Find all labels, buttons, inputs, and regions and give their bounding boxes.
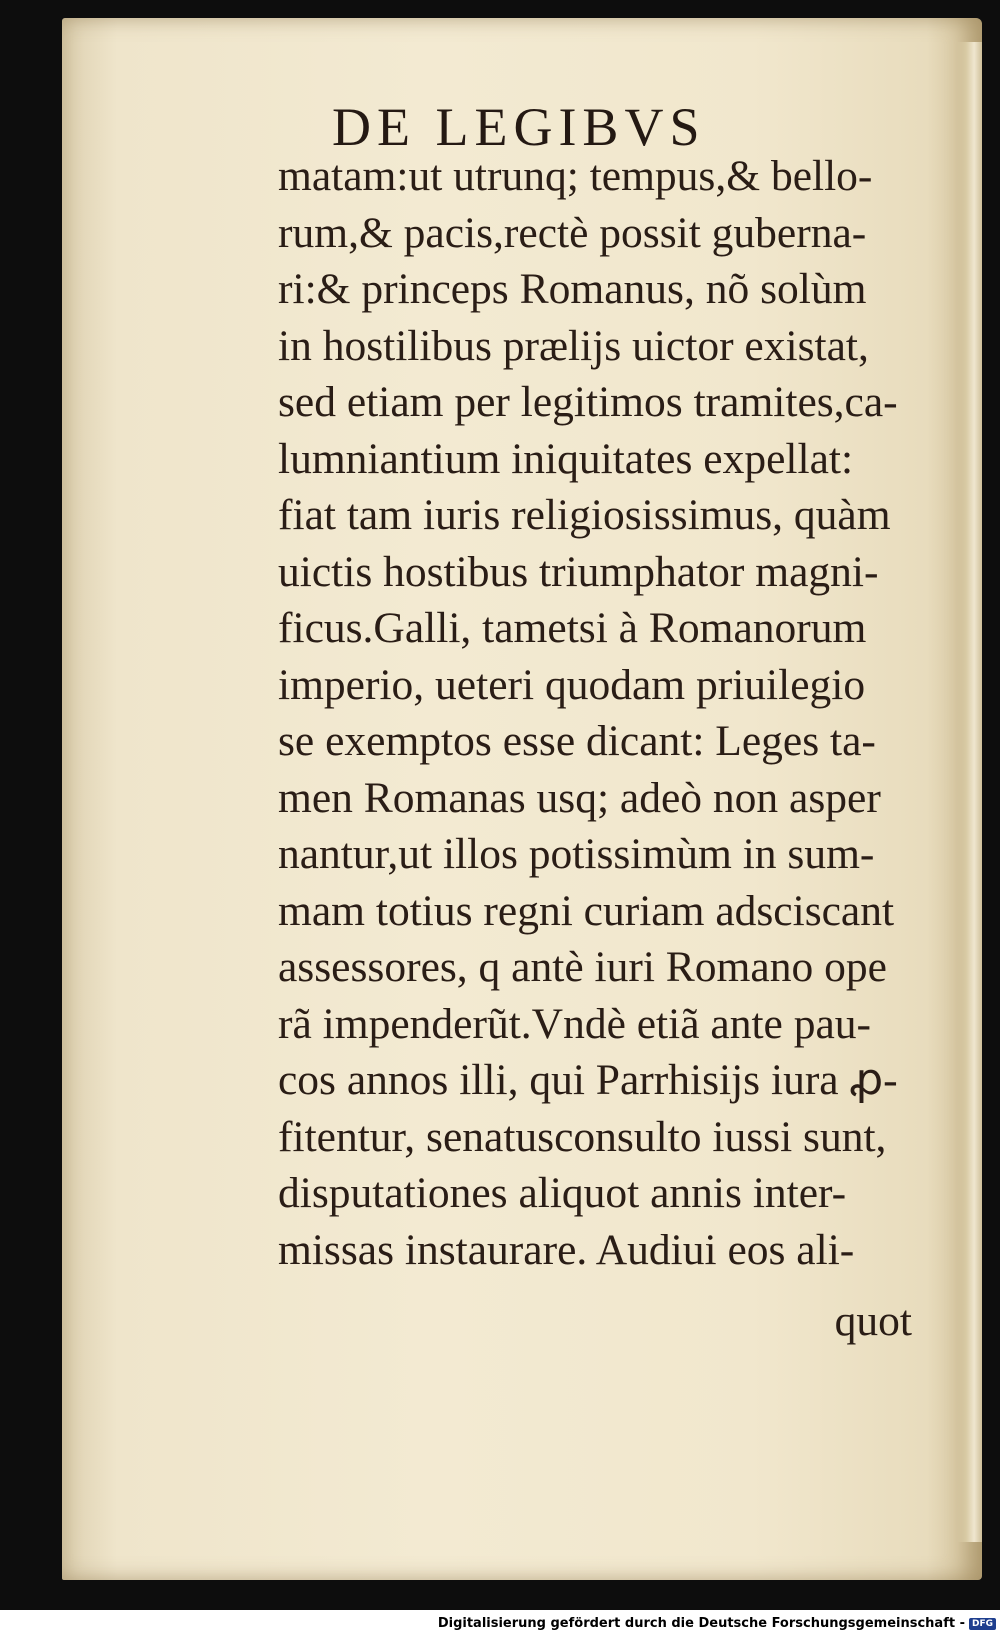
text-line: se exemptos esse dicant: Leges ta- [278,717,876,765]
credit-text: Digitalisierung gefördert durch die Deutsche Forschungsgemeinschaft - [437,1616,965,1631]
text-line: missas instaurare. Audiui eos ali- [278,1225,855,1274]
text-line: imperio, ueteri quodam priuilegio [278,660,866,709]
text-line: fitentur, senatusconsulto iussi sunt, [278,1112,887,1161]
text-line: ficus.Galli, tametsi à Romanorum [278,604,867,652]
text-line: lumniantium iniquitates expellat: [278,434,854,483]
text-line: rã impenderũt.Vndè etiã ante pau- [278,999,872,1048]
text-line: nantur,ut illos potissimùm in sum- [278,830,875,878]
text-line: mam totius regni curiam adsciscant [278,886,895,935]
text-line: rum,& pacis,rectè possit guberna- [278,208,867,257]
text-line: matam:ut utrunq; tempus,& bello- [278,152,873,200]
text-line: cos annos illi, qui Parrhisijs iura ꝓ- [278,1056,898,1104]
text-line: sed etiam per legitimos tramites,ca- [278,378,898,426]
text-line: ri:& princeps Romanus, nõ solùm [278,265,867,313]
digitization-credit [438,1616,996,1631]
catchword: quot [834,1297,912,1345]
text-line: uictis hostibus triumphator magni- [278,547,879,596]
text-line: men Romanas usq; adeò non asper [278,773,881,822]
dfg-logo: DFG [969,1618,996,1630]
running-header: DE LEGIBVS [332,97,706,157]
text-line: disputationes aliquot annis inter- [278,1169,847,1217]
text-line: in hostilibus prælijs uictor existat, [278,321,869,370]
page-edge [956,42,982,1542]
text-line: assessores, q antè iuri Romano ope [278,943,887,991]
text-line: fiat tam iuris religiosissimus, quàm [278,491,891,539]
text-block [278,148,958,1278]
